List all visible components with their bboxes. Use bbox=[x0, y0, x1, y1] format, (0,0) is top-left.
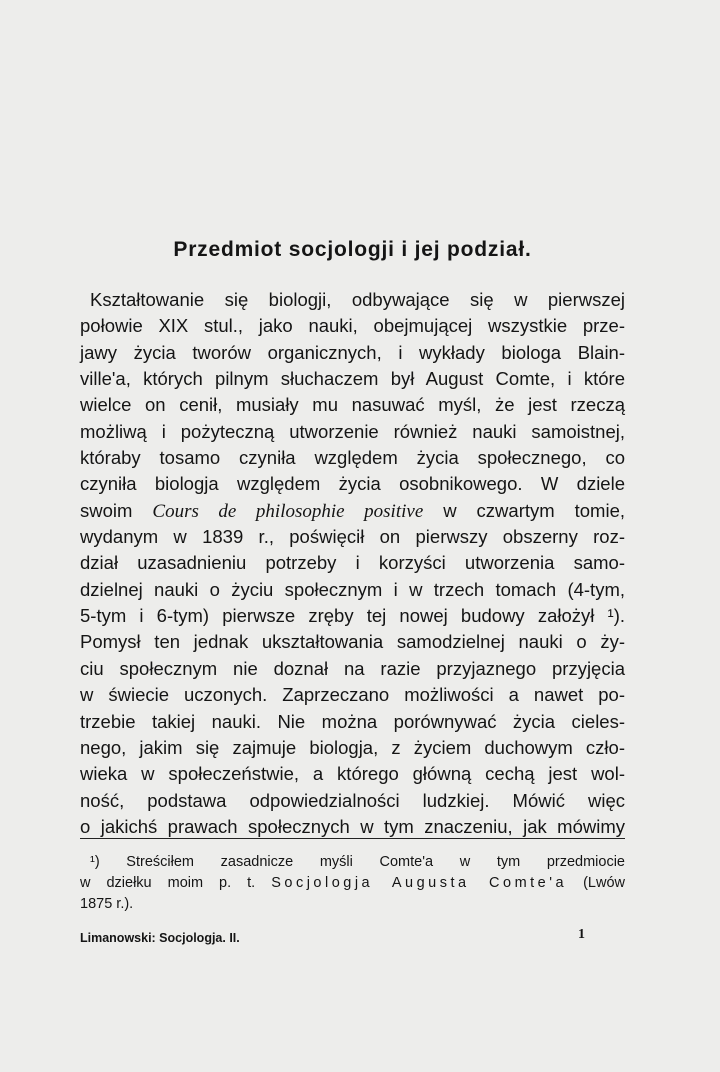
paragraph-line: możliwą i pożyteczną utworzenie również nauki samoistnej, bbox=[80, 420, 625, 442]
paragraph-line: wielce on cenił, musiały mu nasuwać myśl, że jest rzeczą bbox=[80, 394, 625, 416]
printer-signature: Limanowski: Socjologja. II. bbox=[80, 931, 240, 945]
paragraph-line: połowie XIX stul., jako nauki, obejmującej wszystkie prze- bbox=[80, 315, 625, 337]
footnote-text-after: (Lwów bbox=[567, 875, 625, 891]
paragraph-line: ville'a, których pilnym słuchaczem był August Comte, i które bbox=[80, 368, 625, 390]
footnote-line: 1875 r.). bbox=[80, 896, 134, 912]
paragraph-line: trzebie takiej nauki. Nie można porównywać życia cieles- bbox=[80, 710, 625, 732]
line-text-before: swoim bbox=[80, 499, 153, 521]
chapter-title: Przedmiot socjologji i jej podział. bbox=[173, 238, 532, 261]
paragraph-line: nego, jakim się zajmuje biologja, z życiem duchowym czło- bbox=[80, 736, 625, 758]
footnote-line-with-spaced-title bbox=[80, 873, 625, 894]
paragraph-line: dział uzasadnieniu potrzeby i korzyści utworzenia samo- bbox=[80, 552, 625, 574]
paragraph-line: Pomysł ten jednak ukształtowania samodzielnej nauki o ży- bbox=[80, 631, 625, 653]
paragraph-line: ciu społecznym nie doznał na razie przyjaznego przyjęcia bbox=[80, 657, 625, 679]
footnote bbox=[80, 852, 625, 915]
paragraph-line: wieka w społeczeństwie, a którego główną cechą jest wol- bbox=[80, 763, 625, 785]
paragraph-line: jawy życia tworów organicznych, i wykłady biologa Blain- bbox=[80, 341, 625, 363]
paragraph-line: 5-tym i 6-tym) pierwsze zręby tej nowej budowy założył ¹). bbox=[80, 605, 625, 627]
body-paragraph bbox=[80, 287, 625, 840]
paragraph-line: o jakichś prawach społecznych w tym znaczeniu, jak mówimy bbox=[80, 815, 625, 837]
paragraph-line: Kształtowanie się biologji, odbywające się w pierwszej bbox=[90, 289, 625, 310]
book-title-italic: Cours de philosophie positive bbox=[152, 500, 424, 522]
paragraph-line: wydanym w 1839 r., poświęcił on pierwszy obszerny roz- bbox=[80, 526, 625, 548]
paragraph-line-with-italic-title bbox=[80, 498, 625, 524]
footnote-line: ¹) Streściłem zasadnicze myśli Comte'a w tym przedmiocie bbox=[90, 854, 625, 870]
footnote-text-before: w dziełku moim p. t. bbox=[80, 875, 272, 891]
signature-number: 1 bbox=[578, 927, 585, 942]
paragraph-line: czyniła biologja względem życia osobnikowego. W dziele bbox=[80, 473, 625, 495]
paragraph-line: któraby tosamo czyniła względem życia społecznego, co bbox=[80, 447, 625, 469]
line-text-after: w czwartym tomie, bbox=[423, 499, 625, 521]
paragraph-line: ność, podstawa odpowiedzialności ludzkiej. Mówić więc bbox=[80, 789, 625, 811]
footnote-book-title: Socjologja Augusta Comte'a bbox=[271, 875, 568, 891]
paragraph-line: w świecie uczonych. Zaprzeczano możliwości a nawet po- bbox=[80, 684, 625, 706]
paragraph-line: dzielnej nauki o życiu społecznym i w trzech tomach (4-tym, bbox=[80, 578, 625, 600]
footnote-divider bbox=[80, 838, 625, 839]
